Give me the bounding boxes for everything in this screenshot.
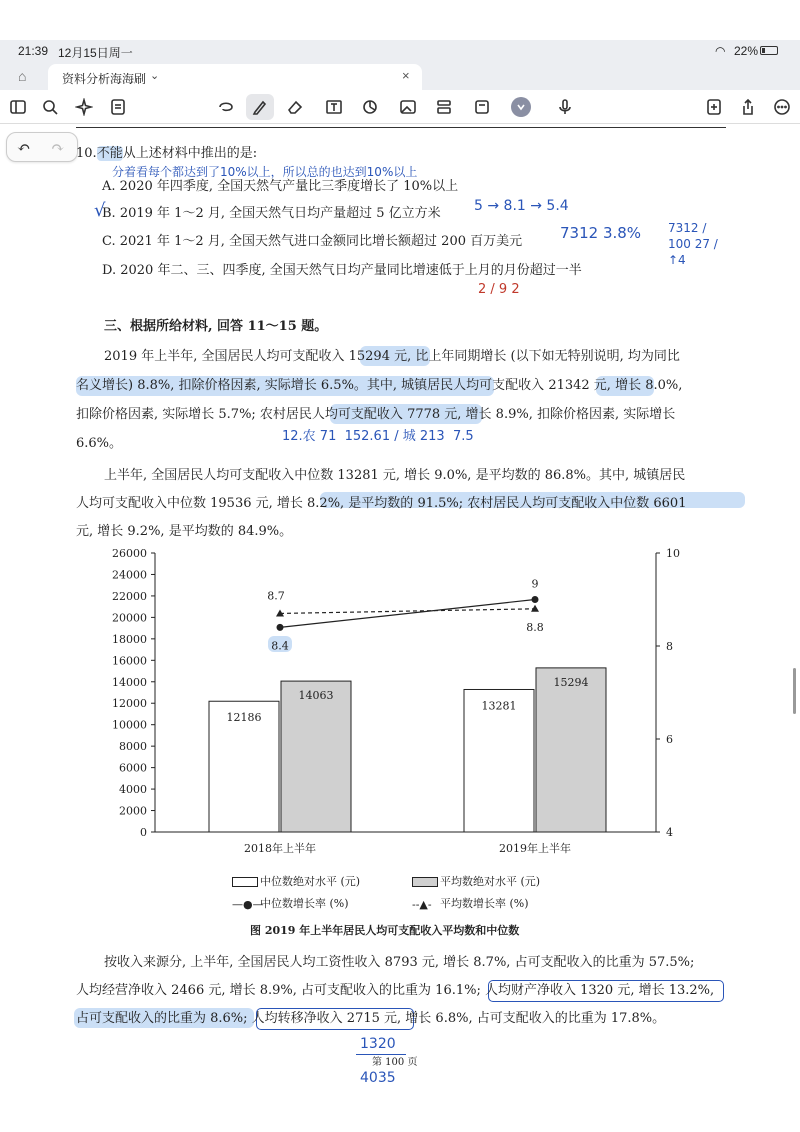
option-b: B. 2019 年 1～2 月, 全国天然气日均产量超过 5 亿立方米 [102, 206, 441, 221]
legend-swatch [412, 877, 438, 887]
home-icon[interactable]: ⌂ [18, 68, 27, 84]
status-time: 21:39 [18, 44, 49, 58]
handwritten-calc: 2 / 9 2 [478, 282, 520, 297]
paragraph-line: 人均可支配收入中位数 19536 元, 增长 8.2%, 是平均数的 91.5%; 农村居民人均可支配收入中位数 6601 [76, 496, 687, 511]
point-median-growth [532, 596, 539, 603]
chart-title: 图 2019 年上半年居民人均可支配收入平均数和中位数 [250, 924, 520, 937]
redo-icon[interactable]: ↷ [51, 138, 65, 157]
line-data-label: 8.7 [267, 589, 285, 603]
handwritten-note: 分着看每个都达到了10%以上，所以总的也达到10%以上 [112, 165, 418, 179]
point-median-growth [277, 624, 284, 631]
option-c: C. 2021 年 1～2 月, 全国天然气进口金额同比增长额超过 200 百万美元 [102, 234, 523, 249]
paragraph-line: 占可支配收入的比重为 8.6%; 人均转移净收入 2715 元, 增长 6.8%, 占可支配收入的比重为 17.8%。 [76, 1011, 666, 1026]
x-tick-label: 2019年上半年 [499, 842, 571, 855]
legend-item: 平均数绝对水平 (元) [412, 873, 540, 889]
y-tick-label-left: 20000 [112, 611, 147, 625]
bar-label: 14063 [298, 689, 334, 703]
line-mean-growth [280, 609, 535, 614]
legend-swatch [232, 877, 258, 887]
y-tick-label-left: 4000 [119, 783, 147, 797]
scrollbar[interactable] [793, 668, 796, 714]
y-tick-label-left: 22000 [112, 589, 147, 603]
y-tick-label-right: 6 [666, 733, 673, 746]
bar-mean [536, 668, 606, 832]
legend-item: --▲- 平均数增长率 (%) [412, 897, 529, 911]
y-tick-label-left: 2000 [119, 804, 147, 818]
checkmark-icon: √ [94, 200, 106, 221]
legend-line-dashed: --▲- [412, 897, 432, 911]
paragraph-line: 2019 年上半年, 全国居民人均可支配收入 15294 元, 比上年同期增长 (以下如无特别说明, 均为同比 [104, 349, 680, 364]
handwritten-calc: 12.农 71 152.61 / 城 213 7.5 [282, 429, 474, 444]
paragraph-line: 6.6%。 [76, 436, 123, 451]
option-d: D. 2020 年二、三、四季度, 全国天然气日均产量同比增速低于上月的月份超过一半 [102, 263, 582, 278]
y-tick-label-left: 12000 [112, 697, 147, 711]
question-10-stem: 10.不能从上述材料中推出的是: [76, 146, 258, 161]
y-tick-label-left: 14000 [112, 675, 147, 689]
handwritten-calc: 5 → 8.1 → 5.4 [474, 198, 569, 214]
y-tick-label-left: 24000 [112, 568, 147, 582]
bar-mean [281, 681, 351, 832]
bar-label: 13281 [481, 699, 517, 713]
battery-percent: 22% [734, 44, 759, 58]
line-data-label: 9 [531, 577, 539, 591]
status-date: 12月15日周一 [58, 46, 133, 60]
line-data-label: 8.8 [526, 620, 544, 634]
y-tick-label-left: 6000 [119, 761, 147, 775]
y-tick-label-right: 10 [666, 547, 680, 560]
option-a: A. 2020 年四季度, 全国天然气产量比三季度增长了 10%以上 [102, 179, 459, 194]
tab-title: 资料分析海海刷 [62, 72, 147, 86]
paragraph-line: 按收入来源分, 上半年, 全国居民人均工资性收入 8793 元, 增长 8.7%, 占可支配收入的比重为 57.5%; [104, 955, 695, 970]
y-tick-label-right: 4 [666, 826, 673, 839]
line-median-growth [280, 600, 535, 628]
x-tick-label: 2018年上半年 [244, 842, 316, 855]
undo-icon[interactable]: ↶ [17, 138, 31, 157]
y-tick-label-left: 26000 [112, 547, 147, 560]
bar-label: 12186 [226, 711, 262, 725]
handwritten-calc: 7312 / 100 27 / ↑4 [668, 221, 718, 267]
legend-line-solid: —●— [232, 897, 264, 911]
paragraph-line: 名义增长) 8.8%, 扣除价格因素, 实际增长 6.5%。其中, 城镇居民人均可支配收入 21342 元, 增长 8.0%, [76, 378, 683, 393]
y-tick-label-right: 8 [666, 640, 673, 653]
page-number: 第 100 页 [372, 1057, 418, 1068]
handwritten-calc: 7312 3.8% [560, 224, 642, 242]
y-tick-label-left: 18000 [112, 632, 147, 646]
y-tick-label-left: 16000 [112, 654, 147, 668]
chevron-down-icon[interactable]: ⌄ [150, 70, 160, 82]
handwritten-calc: 1320 [360, 1036, 396, 1052]
section-heading: 三、根据所给材料, 回答 11～15 题。 [104, 319, 328, 334]
bar-label: 15294 [553, 675, 589, 689]
close-tab-icon[interactable]: × [402, 68, 410, 83]
legend-item: 中位数绝对水平 (元) [232, 873, 360, 889]
paragraph-line: 扣除价格因素, 实际增长 5.7%; 农村居民人均可支配收入 7778 元, 增长 8.9%, 扣除价格因素, 实际增长 [76, 407, 676, 422]
paragraph-line: 上半年, 全国居民人均可支配收入中位数 13281 元, 增长 9.0%, 是平均数的 86.8%。其中, 城镇居民 [104, 468, 686, 483]
line-data-label: 8.4 [271, 639, 289, 653]
y-tick-label-left: 8000 [119, 740, 147, 754]
y-tick-label-left: 0 [140, 826, 147, 839]
handwritten-calc: 4035 [360, 1070, 396, 1086]
y-tick-label-left: 10000 [112, 718, 147, 732]
wifi-icon: ◠ [715, 44, 726, 58]
paragraph-line: 元, 增长 9.2%, 是平均数的 84.9%。 [76, 524, 293, 539]
legend-item: —●—中位数增长率 (%) [232, 897, 349, 911]
paragraph-line: 人均经营净收入 2466 元, 增长 8.9%, 占可支配收入的比重为 16.1%; 人均财产净收入 1320 元, 增长 13.2%, [76, 983, 715, 998]
